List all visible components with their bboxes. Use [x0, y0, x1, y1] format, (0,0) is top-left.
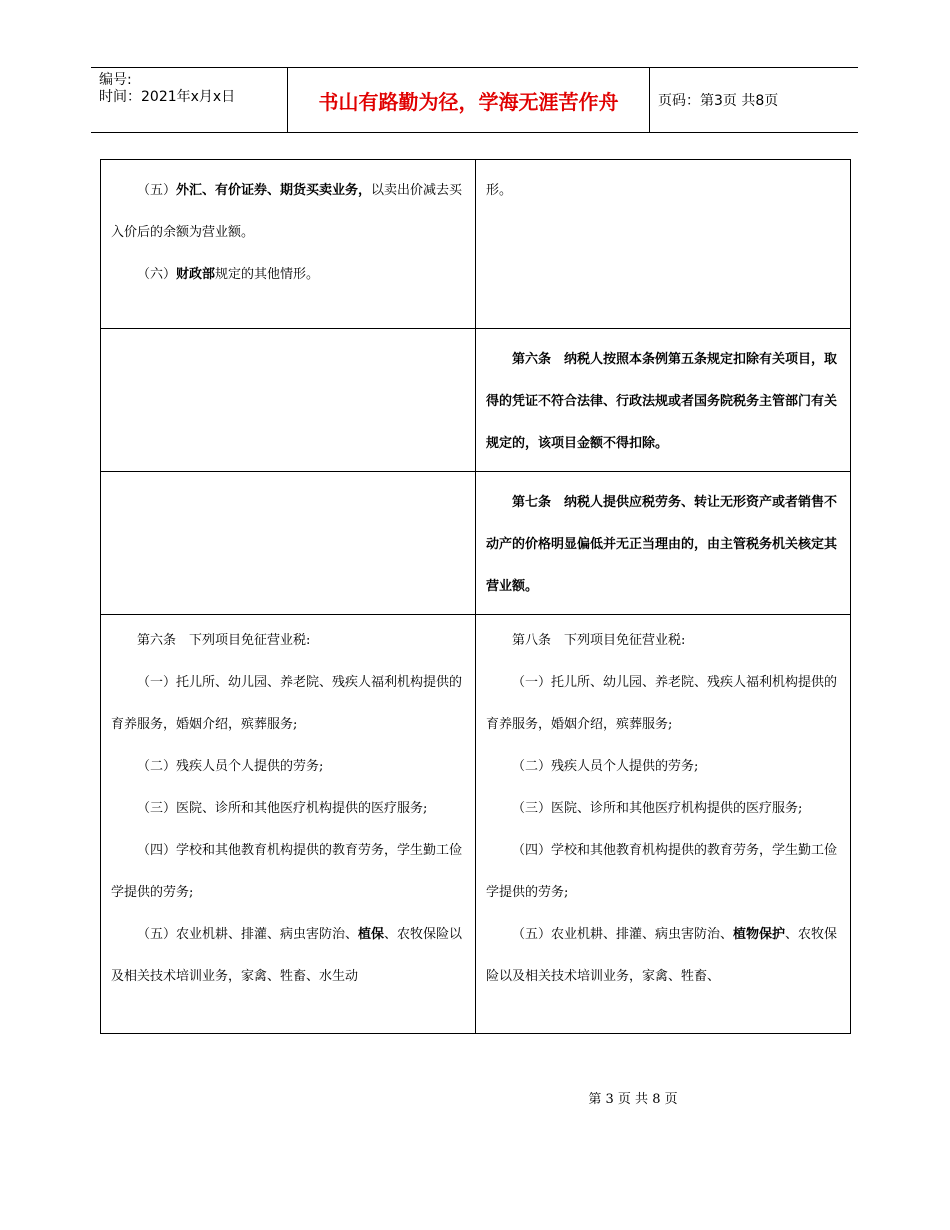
table-row — [101, 472, 851, 615]
text: （四）学校和其他教育机构提供的教育劳务，学生勤工俭学提供的劳务; — [111, 843, 463, 900]
text: 以卖出价减去买入价后的余额为营业额。 — [111, 183, 463, 240]
cell-new-text — [476, 615, 851, 1034]
header-meta — [91, 68, 287, 132]
paragraph — [486, 662, 841, 746]
header-page-info-cell — [650, 68, 858, 132]
cell-old-text — [101, 615, 476, 1034]
bold-text: 第七条 纳税人提供应税劳务、转让无形资产或者销售不动产的价格明显偏低并无正当理由的，由主管税务机关核定其营业额。 — [486, 495, 838, 594]
text: （一）托儿所、幼儿园、养老院、残疾人福利机构提供的育养服务，婚姻介绍，殡葬服务; — [486, 675, 838, 732]
paragraph — [486, 746, 841, 788]
text: （二）残疾人员个人提供的劳务; — [137, 759, 324, 774]
page-header — [91, 67, 858, 133]
table-row — [101, 615, 851, 1034]
paragraph — [486, 788, 841, 830]
cell-new-text — [476, 329, 851, 472]
text: 第六条 下列项目免征营业税: — [137, 633, 311, 648]
text: （四）学校和其他教育机构提供的教育劳务，学生勤工俭学提供的劳务; — [486, 843, 838, 900]
cell-old-text — [101, 160, 476, 329]
table-row — [101, 329, 851, 472]
bold-text: 财政部 — [176, 267, 216, 282]
text: （五） — [137, 183, 177, 198]
text: 、农牧保险以及相关技术培训业务，家禽、牲畜、 — [486, 927, 838, 984]
header-motto: 书山有路勤为径，学海无涯苦作舟 — [318, 89, 619, 114]
text: （三）医院、诊所和其他医疗机构提供的医疗服务; — [137, 801, 428, 816]
paragraph — [486, 482, 841, 608]
text: （五）农业机耕、排灌、病虫害防治、 — [512, 927, 734, 942]
table-row — [101, 160, 851, 329]
header-motto-cell — [287, 68, 650, 132]
paragraph — [111, 746, 466, 788]
text: （一）托儿所、幼儿园、养老院、残疾人福利机构提供的育养服务，婚姻介绍，殡葬服务; — [111, 675, 463, 732]
text: 、农牧保险以及相关技术培训业务，家禽、牲畜、水生动 — [111, 927, 463, 984]
paragraph — [111, 662, 466, 746]
paragraph — [111, 620, 466, 662]
header-page-info: 页码：第3页 共8页 — [658, 93, 779, 109]
paragraph — [111, 788, 466, 830]
bold-text: 第六条 纳税人按照本条例第五条规定扣除有关项目，取得的凭证不符合法律、行政法规或者国务院税务主管部门有关规定的，该项目金额不得扣除。 — [486, 352, 838, 451]
paragraph — [111, 170, 466, 254]
comparison-table — [100, 159, 851, 1034]
bold-text: 植保 — [358, 927, 385, 942]
paragraph — [486, 620, 841, 662]
paragraph — [111, 254, 466, 296]
text: （五）农业机耕、排灌、病虫害防治、 — [137, 927, 359, 942]
paragraph — [486, 914, 841, 998]
text: （二）残疾人员个人提供的劳务; — [512, 759, 699, 774]
text: 第八条 下列项目免征营业税: — [512, 633, 686, 648]
cell-old-text — [101, 329, 476, 472]
paragraph — [486, 830, 841, 914]
paragraph — [111, 830, 466, 914]
document-number-label: 编号: — [99, 72, 132, 88]
cell-new-text — [476, 160, 851, 329]
text: （三）医院、诊所和其他医疗机构提供的医疗服务; — [512, 801, 803, 816]
cell-new-text — [476, 472, 851, 615]
paragraph — [111, 914, 466, 998]
cell-old-text — [101, 472, 476, 615]
text: （六） — [137, 267, 177, 282]
text: 规定的其他情形。 — [215, 267, 320, 282]
page-footer — [0, 1088, 950, 1107]
paragraph — [486, 170, 841, 212]
document-time: 时间：2021年x月x日 — [99, 89, 236, 105]
footer-page-number: 第 3 页 共 8 页 — [588, 1092, 678, 1107]
paragraph — [486, 339, 841, 465]
bold-text: 植物保护 — [733, 927, 786, 942]
text: 形。 — [486, 183, 513, 198]
bold-text: 外汇、有价证券、期货买卖业务， — [176, 183, 372, 198]
